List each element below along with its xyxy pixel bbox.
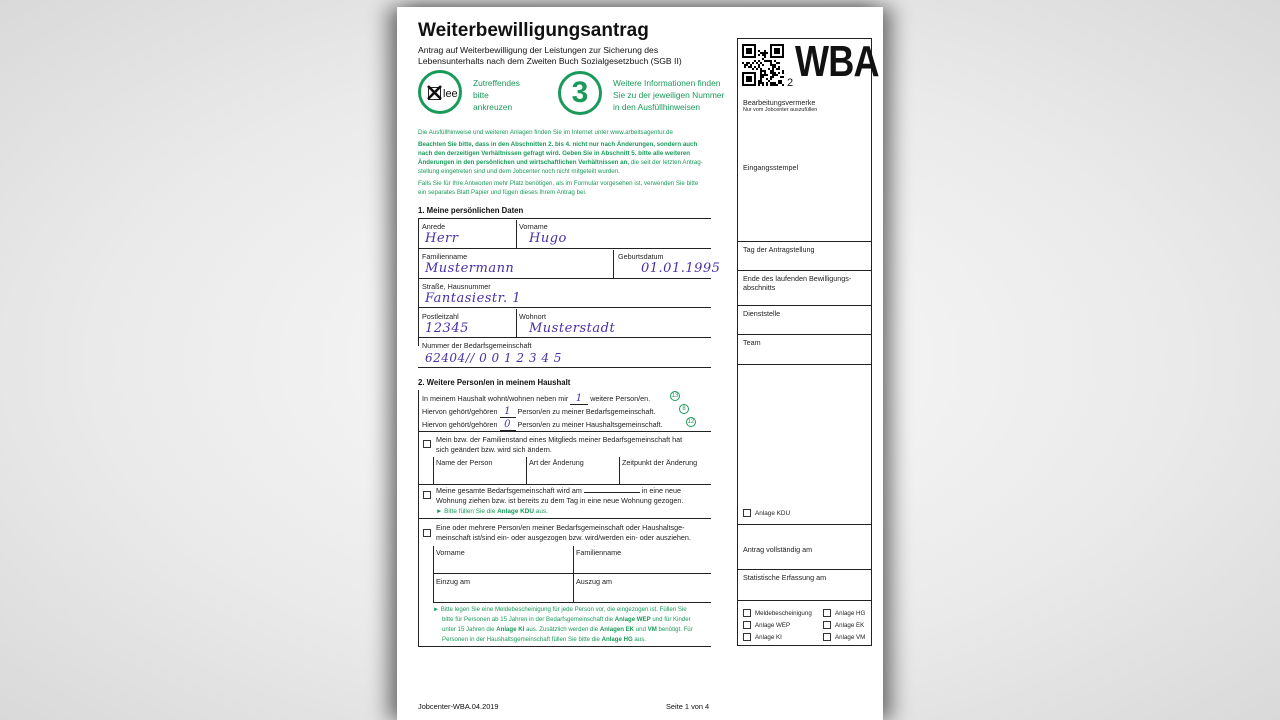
einzug-line: Eine oder mehrere Person/en meiner Bedarfsgemeinschaft oder Haushaltsge- — [436, 523, 685, 532]
plz-field[interactable]: 12345 — [425, 321, 469, 336]
divider — [619, 457, 620, 484]
anlage-wep-ref: Anlage WEP — [614, 616, 651, 623]
anlage-ki-label: Anlage KI — [755, 634, 782, 641]
vollstaendig-label: Antrag vollständig am — [743, 545, 813, 554]
divider — [433, 546, 434, 602]
divider — [433, 457, 434, 484]
intro-p3a: Falls Sie für Ihre Antworten mehr Platz benötigen, als im Formular vorgesehen ist, verwenden Sie bitte — [418, 180, 699, 187]
familienstand-checkbox[interactable] — [423, 440, 431, 448]
divider — [526, 457, 527, 484]
subtitle-line-1: Antrag auf Weiterbewilligung der Leistungen zur Sicherung des — [418, 45, 659, 55]
divider — [418, 337, 711, 338]
info-8-icon[interactable]: 8 — [679, 404, 689, 414]
col-art-label: Art der Änderung — [529, 458, 584, 467]
household-text: weitere Person/en. — [590, 394, 651, 403]
kdu-note-anlage: Anlage KDU — [497, 508, 534, 515]
check-legend-text — [473, 77, 520, 113]
household-row-1 — [422, 393, 650, 405]
check-legend-line: bitte — [473, 90, 489, 100]
meldung-note-line: Personen in der Haushaltsgemeinschaft füllen Sie bitte die — [442, 636, 600, 643]
col-name-label: Name der Person — [436, 458, 493, 467]
anrede-label: Anrede — [422, 222, 446, 231]
einzug-vorname-label: Vorname — [436, 548, 465, 557]
intro-p2b: nach den derzeitigen Verhältnissen gefragt wird. Geben Sie in Abschnitt 5. bitte alle weiteren — [418, 150, 691, 157]
household-count-field[interactable]: 1 — [570, 393, 588, 405]
subtitle-line-2: Lebensunterhalts nach dem Zweiten Buch Sozialgesetzbuch (SGB II) — [418, 56, 682, 66]
intro-p2c: Änderungen in den persönlichen und wirtschaftlichen Verhältnissen an, — [418, 159, 630, 166]
wohnort-field[interactable]: Musterstadt — [529, 321, 616, 336]
intro-p1: Die Ausfüllhinweise und weiteren Anlagen finden Sie im Internet unter — [418, 129, 609, 136]
meldung-note-line: unter 15 Jahren die — [442, 626, 495, 633]
check-legend-icon — [418, 70, 462, 114]
anlage-vm-checkbox[interactable] — [823, 633, 831, 641]
anlage-hg-ref: Anlage HG — [601, 636, 633, 643]
bewilligung-label — [743, 274, 851, 292]
divider — [737, 305, 872, 306]
einzug-checkbox[interactable] — [423, 529, 431, 537]
info-13-icon[interactable]: 13 — [671, 393, 679, 399]
hg-count-field[interactable]: 0 — [500, 419, 516, 431]
bearbeitung-label: Bearbeitungsvermerke — [743, 98, 816, 107]
anrede-field[interactable]: Herr — [425, 231, 459, 246]
household-text: Hiervon gehört/gehören — [422, 420, 498, 429]
bearbeitung-sublabel: Nur vom Jobcenter auszufüllen — [743, 107, 818, 113]
qr-code-icon — [742, 44, 784, 86]
intro-p2c-rest: die seit der letzten Antrag- — [630, 159, 703, 166]
divider — [737, 364, 872, 365]
divider — [418, 646, 711, 647]
bewilligung-line: abschnitts — [743, 283, 776, 292]
footer-form-id: Jobcenter-WBA.04.2019 — [418, 702, 499, 711]
anlage-ki-checkbox[interactable] — [743, 633, 751, 641]
form-page — [397, 7, 883, 720]
intro-url[interactable]: www.arbeitsagentur.de — [610, 129, 673, 136]
qr-code — [742, 44, 784, 86]
meldung-note-line: Bitte legen Sie eine Meldebescheinigung für jede Person vor, die eingezogen ist. Füllen Sie — [440, 606, 687, 613]
meldung-note — [433, 605, 713, 645]
anlage-kdu-checkbox[interactable] — [743, 509, 751, 517]
info-legend-text — [613, 77, 724, 113]
familienname-label: Familienname — [422, 252, 468, 261]
info-legend-icon: 3 — [558, 71, 602, 115]
check-legend-line: ankreuzen — [473, 102, 513, 112]
divider — [737, 241, 872, 242]
einzug-am-label: Einzug am — [436, 577, 470, 586]
divider — [737, 270, 872, 271]
umzug-line: Wohnung ziehen bzw. ist bereits zu dem Tag in eine neue Wohnung gezogen. — [436, 496, 684, 505]
checkbox-example-icon — [428, 87, 441, 100]
kdu-note-text: aus. — [535, 508, 548, 515]
team-label: Team — [743, 338, 761, 347]
divider — [418, 218, 711, 219]
household-text: In meinem Haushalt wohnt/wohnen neben mir — [422, 394, 569, 403]
meldung-note-line: und für Kinder — [652, 616, 691, 623]
form-title: Weiterbewilligungsantrag — [418, 20, 649, 41]
anlage-ki-ref: Anlage KI — [496, 626, 525, 633]
anlage-vm-label: Anlage VM — [835, 634, 866, 641]
household-text: Person/en zu meiner Haushaltsgemeinschaft. — [517, 420, 663, 429]
eingangsstempel-label: Eingangsstempel — [743, 163, 799, 172]
kdu-note-text: Bitte füllen Sie die — [444, 508, 496, 515]
info-legend-line: Weitere Informationen finden — [613, 78, 721, 88]
divider — [418, 367, 711, 368]
bg-number-label: Nummer der Bedarfsgemeinschaft — [422, 341, 532, 350]
form-subtitle — [418, 45, 682, 67]
auszug-am-label: Auszug am — [576, 577, 612, 586]
familienstand-line: Mein bzw. der Familienstand eines Mitglieds meiner Bedarfsgemeinschaft hat — [436, 435, 683, 444]
dienststelle-label: Dienststelle — [743, 309, 781, 318]
arrow-icon: ► — [436, 508, 443, 515]
form-number: 2 — [787, 77, 794, 89]
divider — [613, 250, 614, 278]
anlage-ek-label: Anlage EK — [835, 622, 865, 629]
umzug-line: in eine neue — [641, 486, 681, 495]
divider — [418, 278, 711, 279]
divider — [573, 546, 574, 602]
info-legend-line: Sie zu der jeweiligen Nummer — [613, 90, 725, 100]
divider — [418, 248, 711, 249]
bg-count-field[interactable]: 1 — [500, 406, 516, 418]
familienname-field[interactable]: Mustermann — [425, 261, 515, 276]
strasse-label: Straße, Hausnummer — [422, 282, 491, 291]
divider — [418, 431, 711, 432]
anlage-kdu-label: Anlage KDU — [755, 510, 791, 517]
info-legend-line: in den Ausfüllhinweisen — [613, 102, 701, 112]
strasse-field[interactable]: Fantasiestr. 1 — [425, 291, 521, 306]
divider — [737, 600, 872, 601]
household-text: Person/en zu meiner Bedarfsgemeinschaft. — [517, 407, 656, 416]
anlage-hg-label: Anlage HG — [835, 610, 866, 617]
meldung-note-line: bitte für Personen ab 15 Jahren in der Bedarfsgemeinschaft die — [442, 616, 614, 623]
umzug-checkbox[interactable] — [423, 491, 431, 499]
info-12-icon[interactable]: 12 — [687, 419, 695, 425]
umzug-line: Meine gesamte Bedarfsgemeinschaft wird am — [436, 486, 582, 495]
check-legend-line: Zutreffendes — [473, 78, 520, 88]
divider — [737, 334, 872, 335]
familienstand-line: sich geändert bzw. wird sich ändern. — [436, 445, 552, 454]
arrow-icon: ► — [433, 606, 440, 613]
meldung-note-line: und — [635, 626, 646, 633]
intro-p3b: ein separates Blatt Papier und fügen dieses Ihrem Antrag bei. — [418, 189, 587, 196]
geburtsdatum-label: Geburtsdatum — [618, 252, 664, 261]
footer-page-number: Seite 1 von 4 — [666, 702, 710, 711]
anlage-hg-checkbox[interactable] — [823, 609, 831, 617]
intro-p2a: Beachten Sie bitte, dass in den Abschnitten 2. bis 4. nicht nur nach Änderungen, sondern auch — [418, 141, 698, 148]
vorname-label: Vorname — [519, 222, 548, 231]
statistik-label: Statistische Erfassung am — [743, 573, 827, 582]
einzug-familienname-label: Familienname — [576, 548, 622, 557]
check-legend-word: lee — [443, 88, 458, 100]
intro-text — [418, 128, 713, 197]
umzug-text — [436, 486, 683, 506]
kdu-note — [436, 508, 548, 515]
vorname-field[interactable]: Hugo — [529, 231, 567, 246]
col-zeit-label: Zeitpunkt der Änderung — [622, 458, 698, 467]
divider — [737, 569, 872, 570]
section2-heading: 2. Weitere Person/en in meinem Haushalt — [418, 378, 571, 387]
plz-label: Postleitzahl — [422, 312, 459, 321]
household-text: Hiervon gehört/gehören — [422, 407, 498, 416]
anlage-wep-checkbox[interactable] — [743, 621, 751, 629]
divider — [418, 484, 711, 485]
intro-p2d: stellung eingetreten sind und dem Jobcenter noch nicht mitgeteilt wurden. — [418, 168, 620, 175]
meldung-note-line: aus. Zusätzlich werden die — [526, 626, 599, 633]
divider — [737, 524, 872, 525]
antragstellung-label: Tag der Antragstellung — [743, 245, 815, 254]
divider — [516, 220, 517, 248]
divider — [418, 307, 711, 308]
geburtsdatum-field[interactable]: 01.01.1995 — [641, 261, 721, 276]
meldebescheinigung-checkbox[interactable] — [743, 609, 751, 617]
meldung-note-line: aus. — [634, 636, 646, 643]
anlage-vm-ref: VM — [647, 626, 657, 633]
wohnort-label: Wohnort — [519, 312, 547, 321]
meldebescheinigung-label: Meldebescheinigung — [755, 610, 812, 617]
divider — [433, 602, 711, 603]
anlage-ek-ref: Anlagen EK — [599, 626, 635, 633]
household-row-2 — [422, 406, 655, 418]
familienstand-text — [436, 435, 682, 455]
meldung-note-line: benötigt. Für — [658, 626, 693, 633]
divider — [418, 518, 711, 519]
section1-heading: 1. Meine persönlichen Daten — [418, 206, 524, 215]
umzug-date-field[interactable] — [584, 492, 640, 493]
bewilligung-line: Ende des laufenden Bewilligungs- — [743, 274, 852, 283]
anlage-wep-label: Anlage WEP — [755, 622, 791, 629]
bg-number-field[interactable]: 62404// 0 0 1 2 3 4 5 — [425, 351, 562, 365]
divider — [418, 218, 419, 346]
divider — [516, 309, 517, 337]
form-code: WBA — [795, 37, 879, 86]
einzug-text — [436, 523, 691, 543]
einzug-line: meinschaft ist/sind ein- oder ausgezogen bzw. wird/werden ein- oder ausziehen. — [436, 533, 691, 542]
anlage-ek-checkbox[interactable] — [823, 621, 831, 629]
divider — [433, 573, 711, 574]
household-row-3 — [422, 419, 663, 431]
